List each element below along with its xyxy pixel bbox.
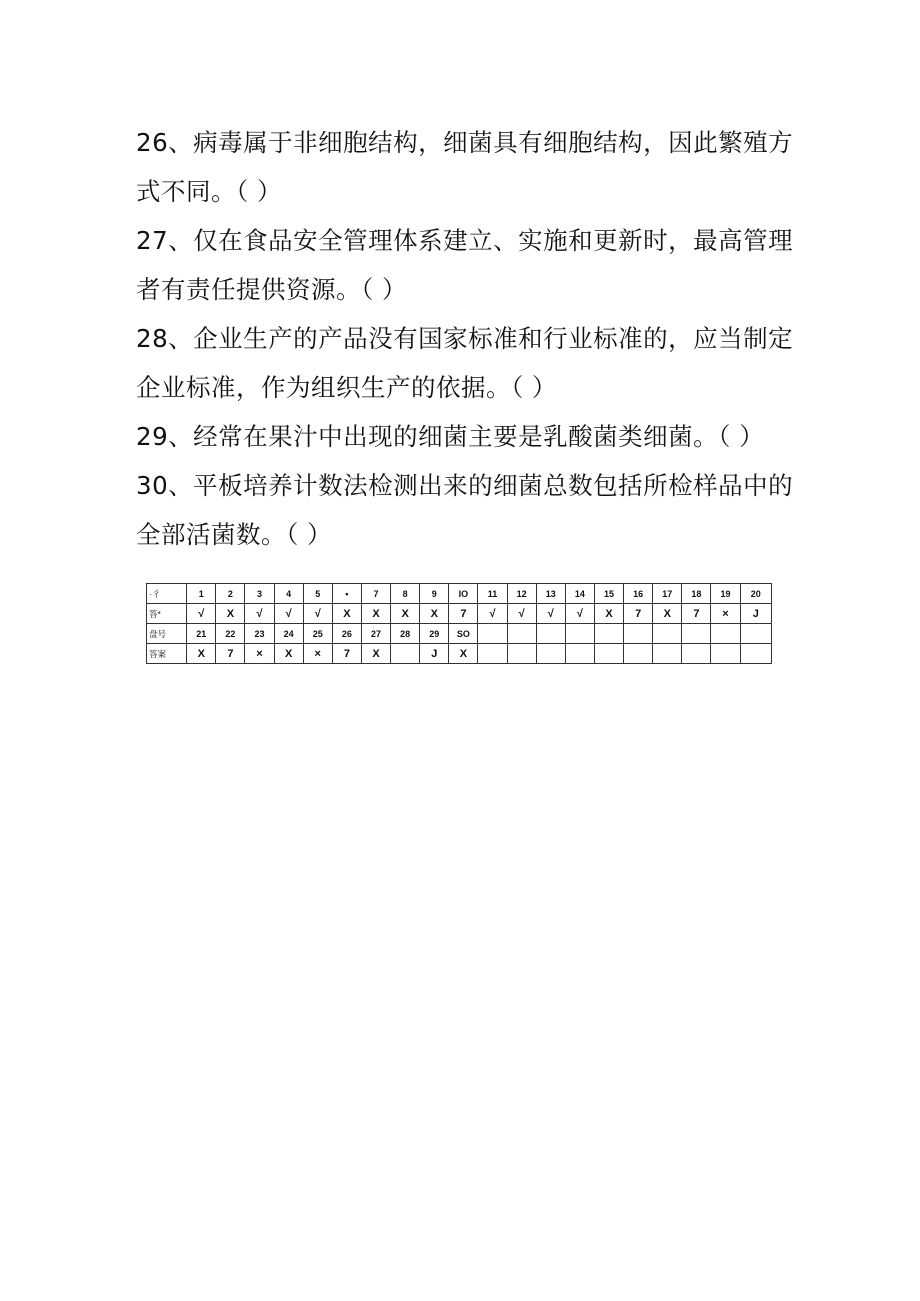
answer-cell: X [274, 644, 303, 664]
row-header: 答* [147, 604, 187, 624]
question-number-cell: 27 [361, 624, 390, 644]
question-27-line-1: 27、仅在食品安全管理体系建立、实施和更新时，最高管理 [136, 226, 794, 255]
question-number-cell: 8 [391, 584, 420, 604]
answer-cell: √ [245, 604, 274, 624]
question-number-cell: 16 [624, 584, 653, 604]
empty-cell [594, 644, 623, 664]
table-row [147, 584, 772, 604]
row-header: 盘号 [147, 624, 187, 644]
question-26-line-1: 26、病毒属于非细胞结构，细菌具有细胞结构，因此繁殖方 [136, 128, 794, 157]
question-26-line-2: 式不同。（ ） [136, 177, 283, 206]
answer-cell: X [653, 604, 682, 624]
answer-cell: X [391, 604, 420, 624]
empty-cell [711, 624, 740, 644]
answer-cell: 7 [624, 604, 653, 624]
empty-cell [565, 644, 594, 664]
question-number-cell: • [332, 584, 361, 604]
question-number-cell: SO [449, 624, 478, 644]
question-number-cell: 20 [740, 584, 771, 604]
empty-cell [711, 644, 740, 664]
answer-cell: J [420, 644, 449, 664]
answer-cell: X [449, 644, 478, 664]
question-number-cell: 3 [245, 584, 274, 604]
question-number-cell: 4 [274, 584, 303, 604]
question-number-cell: 1 [187, 584, 216, 604]
question-number-cell: 28 [391, 624, 420, 644]
table-row [147, 644, 772, 664]
answer-cell: × [245, 644, 274, 664]
answer-cell: √ [187, 604, 216, 624]
question-number-cell: 29 [420, 624, 449, 644]
empty-cell [507, 644, 536, 664]
empty-cell [740, 644, 771, 664]
question-number-cell: IO [449, 584, 478, 604]
question-number-cell: 7 [361, 584, 390, 604]
answer-cell: 7 [332, 644, 361, 664]
empty-cell [536, 644, 565, 664]
question-number-cell: 21 [187, 624, 216, 644]
answer-key-table [146, 583, 772, 664]
question-number-cell: 14 [565, 584, 594, 604]
empty-cell [624, 624, 653, 644]
empty-cell [653, 624, 682, 644]
question-28-line-1: 28、企业生产的产品没有国家标准和行业标准的，应当制定 [136, 324, 794, 353]
empty-cell [740, 624, 771, 644]
answer-cell: X [594, 604, 623, 624]
question-number-cell: 22 [216, 624, 245, 644]
empty-cell [653, 644, 682, 664]
question-number-cell: 18 [682, 584, 711, 604]
table-row [147, 624, 772, 644]
answer-cell: √ [303, 604, 332, 624]
question-number-cell: 24 [274, 624, 303, 644]
question-number-cell: 13 [536, 584, 565, 604]
question-number-cell: 17 [653, 584, 682, 604]
answer-cell: √ [478, 604, 507, 624]
answer-cell: X [361, 644, 390, 664]
empty-cell [594, 624, 623, 644]
answer-cell: × [303, 644, 332, 664]
question-number-cell: 5 [303, 584, 332, 604]
answer-cell: J [740, 604, 771, 624]
row-header: ·彳 [147, 584, 187, 604]
empty-cell [682, 624, 711, 644]
empty-cell [536, 624, 565, 644]
table-row [147, 604, 772, 624]
question-number-cell: 12 [507, 584, 536, 604]
empty-cell [478, 644, 507, 664]
question-28-line-2: 企业标准，作为组织生产的依据。（ ） [136, 373, 558, 402]
question-number-cell: 26 [332, 624, 361, 644]
empty-cell [478, 624, 507, 644]
question-number-cell: 15 [594, 584, 623, 604]
question-29-line-1: 29、经常在果汁中出现的细菌主要是乳酸菌类细菌。（ ） [136, 422, 765, 451]
answer-cell: √ [565, 604, 594, 624]
answer-cell: X [187, 644, 216, 664]
empty-cell [507, 624, 536, 644]
row-header: 答案 [147, 644, 187, 664]
answer-cell: √ [274, 604, 303, 624]
answer-cell: X [361, 604, 390, 624]
answer-cell: X [332, 604, 361, 624]
question-number-cell: 11 [478, 584, 507, 604]
question-list [136, 118, 796, 559]
answer-cell [391, 644, 420, 664]
empty-cell [682, 644, 711, 664]
answer-cell: 7 [216, 644, 245, 664]
question-number-cell: 19 [711, 584, 740, 604]
answer-cell: 7 [449, 604, 478, 624]
question-number-cell: 9 [420, 584, 449, 604]
empty-cell [624, 644, 653, 664]
question-number-cell: 23 [245, 624, 274, 644]
question-number-cell: 2 [216, 584, 245, 604]
question-27-line-2: 者有责任提供资源。（ ） [136, 275, 408, 304]
answer-cell: X [216, 604, 245, 624]
answer-cell: × [711, 604, 740, 624]
empty-cell [565, 624, 594, 644]
question-30-line-2: 全部活菌数。（ ） [136, 520, 333, 549]
answer-cell: 7 [682, 604, 711, 624]
answer-cell: √ [507, 604, 536, 624]
question-number-cell: 25 [303, 624, 332, 644]
answer-cell: X [420, 604, 449, 624]
question-30-line-1: 30、平板培养计数法检测出来的细菌总数包括所检样品中的 [136, 471, 794, 500]
answer-cell: √ [536, 604, 565, 624]
